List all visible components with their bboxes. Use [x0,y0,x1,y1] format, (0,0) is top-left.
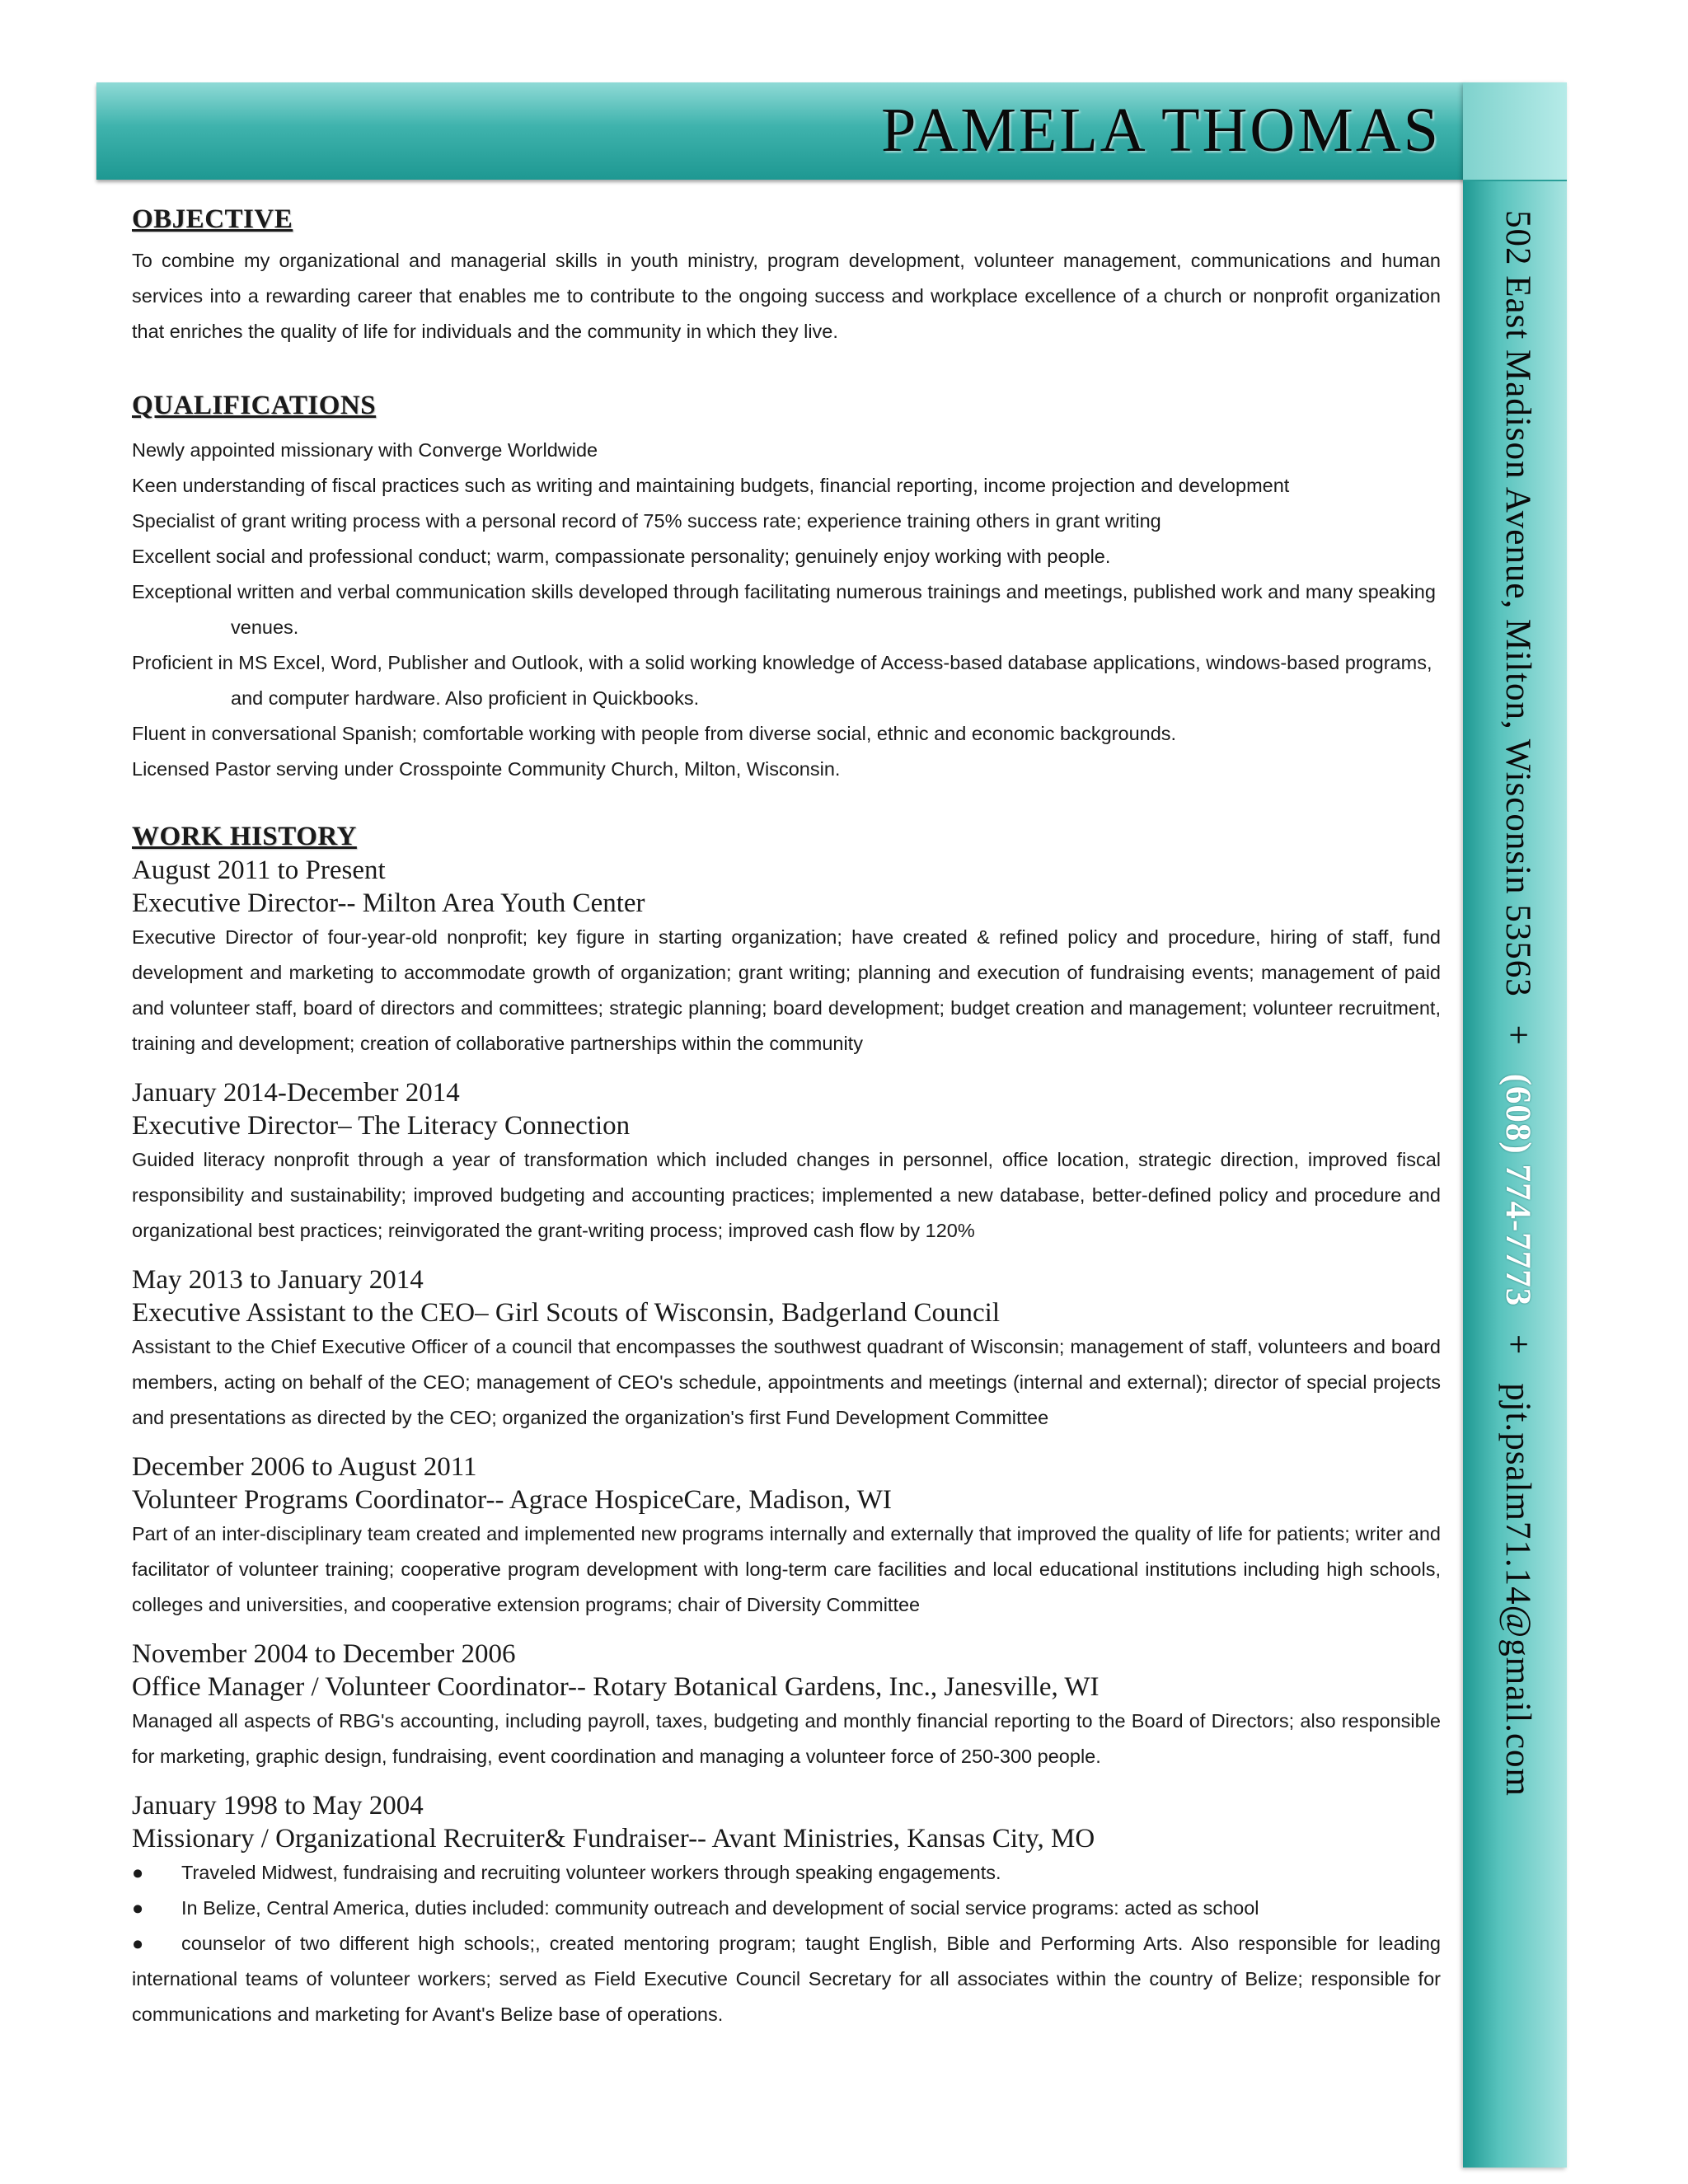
list-item [132,1855,1441,1891]
job-entry [132,854,1441,1062]
list-item: Excellent social and professional conduct; warm, compassionate personality; genuinely enjoy working with people. [132,546,1111,567]
work-history-heading: WORK HISTORY [132,822,357,851]
job-description: Guided literacy nonprofit through a year of transformation which included changes in personnel, office location, strategic direction, improved fiscal responsibility and sustainability; improved budgeting and accounting practices; implemented a new database, better-defined policy and procedure and organizational best practices; reinvigorated the grant-writing process; improved cash flow by 120% [132,1149,1441,1241]
list-item: Keen understanding of fiscal practices such as writing and maintaining budgets, financial reporting, income projection and development [132,475,1290,496]
contact-phone: (608) 774-7773 [1498,1073,1537,1307]
objective-text: To combine my organizational and managerial skills in youth ministry, program development, volunteer management, communications and human services into a rewarding career that enables me to contribute to the ongoing success and workplace excellence of a church or nonprofit organization that enriches the quality of life for individuals and the community in which they live. [132,250,1441,342]
bullet-text: Traveled Midwest, fundraising and recruiting volunteer workers through speaking engagements. [181,1862,1001,1883]
list-item [132,1926,1441,2032]
job-entry [132,1451,1441,1623]
job-description: Assistant to the Chief Executive Officer of a council that encompasses the southwest quadrant of Wisconsin; management of staff, volunteers and board members, acting on behalf of the CEO; management of CEO's schedule, appointments and meetings (internal and external); director of special projects and presentations as directed by the CEO; organized the organization's first Fund Development Committee [132,1336,1441,1428]
job-title: Volunteer Programs Coordinator-- Agrace HospiceCare, Madison, WI [132,1485,892,1515]
resume-content [132,204,1441,2047]
job-dates: January 1998 to May 2004 [132,1791,424,1821]
list-item: Licensed Pastor serving under Crosspointe Community Church, Milton, Wisconsin. [132,758,841,780]
work-history-section [132,822,1441,2032]
job-title: Missionary / Organizational Recruiter& Fundraiser-- Avant Ministries, Kansas City, MO [132,1824,1095,1854]
list-item: Newly appointed missionary with Converge Worldwide [132,439,598,461]
job-entry [132,1789,1441,2032]
bullet-icon: ● [132,1862,144,1883]
contact-address: 502 East Madison Avenue, Milton, Wisconsin 53563 [1498,210,1537,997]
job-title: Executive Director– The Literacy Connection [132,1111,631,1141]
qualifications-heading: QUALIFICATIONS [132,391,377,420]
job-dates: May 2013 to January 2014 [132,1265,424,1295]
bullet-text: counselor of two different high schools;, created mentoring program; taught English, Bible and Performing Arts. Also responsible for leading international teams of volunteer workers; served as Field Executive Council Secretary for all associates within the country of Belize; responsible for communications and marketing for Avant's Belize base of operations. [132,1933,1441,2025]
job-entry [132,1076,1441,1249]
contact-separator: + [1498,1024,1537,1046]
qualifications-section [132,391,1441,787]
job-entry [132,1638,1441,1774]
list-item [132,1891,1441,1926]
job-description: Executive Director of four-year-old nonprofit; key figure in starting organization; have created & refined policy and procedure, hiring of staff, fund development and marketing to accommodate growth of organization; grant writing; planning and execution of fundraising events; management of paid and volunteer staff, board of directors and committees; strategic planning; board development; budget creation and management; volunteer recruitment, training and development; creation of collaborative partnerships within the community [132,926,1441,1054]
bullet-icon: ● [132,1897,144,1919]
contact-email: pjt.psalm71.14@gmail.com [1498,1383,1537,1797]
job-description: Managed all aspects of RBG's accounting, including payroll, taxes, budgeting and monthly financial reporting to the Board of Directors; also responsible for marketing, graphic design, fundraising, event coordination and managing a volunteer force of 250-300 people. [132,1710,1441,1767]
job-entry [132,1263,1441,1436]
qualifications-list [132,433,1441,787]
job-dates: November 2004 to December 2006 [132,1639,516,1669]
resume-name: PAMELA THOMAS [881,96,1441,165]
bullet-icon: ● [132,1933,144,1954]
job-title: Executive Director-- Milton Area Youth Center [132,888,645,918]
list-item: Exceptional written and verbal communication skills developed through facilitating numerous trainings and meetings, published work and many speaking venues. [132,581,1436,638]
job-bullet-list [132,1855,1441,2032]
job-description: Part of an inter-disciplinary team created and implemented new programs internally and externally that improved the quality of life for patients; writer and facilitator of volunteer training; cooperative program development with long-term care facilities and local educational institutions including high schools, colleges and universities, and cooperative extension programs; chair of Diversity Committee [132,1523,1441,1615]
side-band-corner [1463,82,1567,181]
job-title: Executive Assistant to the CEO– Girl Scouts of Wisconsin, Badgerland Council [132,1298,1001,1328]
job-dates: January 2014-December 2014 [132,1078,460,1108]
list-item: Fluent in conversational Spanish; comfortable working with people from diverse social, ethnic and economic backgrounds. [132,723,1177,744]
job-title: Office Manager / Volunteer Coordinator-- Rotary Botanical Gardens, Inc., Janesville, WI [132,1672,1100,1702]
job-dates: December 2006 to August 2011 [132,1452,477,1482]
list-item: Specialist of grant writing process with a personal record of 75% success rate; experience training others in grant writing [132,510,1161,532]
bullet-text: In Belize, Central America, duties included: community outreach and development of social service programs: acted as school [181,1897,1259,1919]
contact-separator: + [1498,1334,1537,1356]
contact-info [1498,210,1538,1797]
job-dates: August 2011 to Present [132,855,386,885]
objective-section [132,204,1441,349]
objective-heading: OBJECTIVE [132,204,293,234]
list-item: Proficient in MS Excel, Word, Publisher and Outlook, with a solid working knowledge of Access-based database applications, windows-based programs, and computer hardware. Also proficient in Quickbooks. [132,652,1432,709]
